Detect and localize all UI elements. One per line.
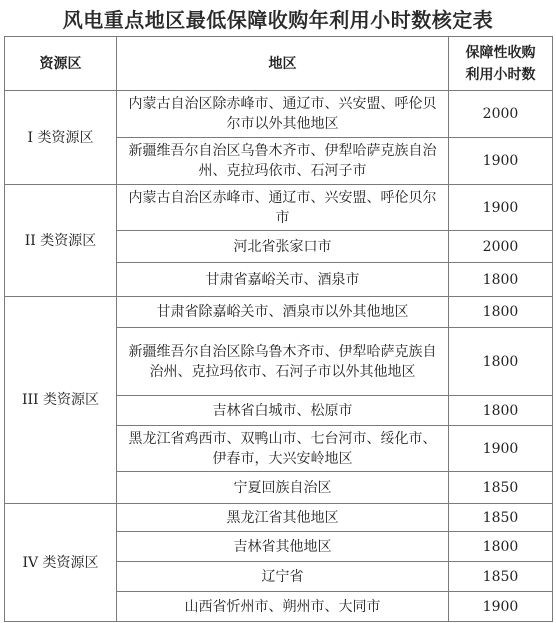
- region-cell: 山西省忻州市、朔州市、大同市: [117, 592, 449, 622]
- region-cell: 新疆维吾尔自治区乌鲁木齐市、伊犁哈萨克族自治州、克拉玛依市、石河子市: [117, 138, 449, 185]
- region-cell: 宁夏回族自治区: [117, 472, 449, 504]
- region-cell: 内蒙古自治区除赤峰市、通辽市、兴安盟、呼伦贝尔市以外其他地区: [117, 91, 449, 138]
- hours-cell: 2000: [449, 231, 553, 263]
- hours-cell: 1850: [449, 504, 553, 532]
- zone-cell: III 类资源区: [5, 297, 117, 504]
- region-cell: 新疆维吾尔自治区除乌鲁木齐市、伊犁哈萨克族自治州、克拉玛依市、石河子市以外其他地区: [117, 328, 449, 396]
- zone-cell: IV 类资源区: [5, 504, 117, 622]
- hours-cell: 1900: [449, 185, 553, 231]
- hours-cell: 2000: [449, 91, 553, 138]
- zone-cell: I 类资源区: [5, 91, 117, 185]
- table-row: [5, 504, 553, 532]
- hours-cell: 1800: [449, 396, 553, 426]
- hours-cell: 1800: [449, 263, 553, 297]
- hours-cell: 1900: [449, 138, 553, 185]
- header-row: [5, 37, 553, 91]
- hours-cell: 1850: [449, 472, 553, 504]
- header-hours-line2: 利用小时数: [465, 66, 536, 83]
- table-row: [5, 185, 553, 231]
- table-row: [5, 91, 553, 138]
- quota-table: [4, 36, 553, 622]
- hours-cell: 1800: [449, 328, 553, 396]
- hours-cell: 1900: [449, 426, 553, 472]
- header-zone: 资源区: [5, 37, 117, 91]
- zone-cell: II 类资源区: [5, 185, 117, 297]
- hours-cell: 1800: [449, 297, 553, 328]
- hours-cell: 1850: [449, 562, 553, 592]
- region-cell: 甘肃省除嘉峪关市、酒泉市以外其他地区: [117, 297, 449, 328]
- region-cell: 内蒙古自治区赤峰市、通辽市、兴安盟、呼伦贝尔市: [117, 185, 449, 231]
- region-cell: 黑龙江省鸡西市、双鸭山市、七台河市、绥化市、伊春市，大兴安岭地区: [117, 426, 449, 472]
- region-cell: 甘肃省嘉峪关市、酒泉市: [117, 263, 449, 297]
- region-cell: 吉林省其他地区: [117, 532, 449, 562]
- hours-cell: 1800: [449, 532, 553, 562]
- header-hours-line1: 保障性收购: [465, 44, 536, 61]
- header-region: 地区: [117, 37, 449, 91]
- region-cell: 辽宁省: [117, 562, 449, 592]
- page-title: 风电重点地区最低保障收购年利用小时数核定表: [62, 7, 494, 32]
- header-hours: [449, 37, 553, 91]
- region-cell: 河北省张家口市: [117, 231, 449, 263]
- hours-cell: 1900: [449, 592, 553, 622]
- region-cell: 黑龙江省其他地区: [117, 504, 449, 532]
- table-row: [5, 297, 553, 328]
- region-cell: 吉林省白城市、松原市: [117, 396, 449, 426]
